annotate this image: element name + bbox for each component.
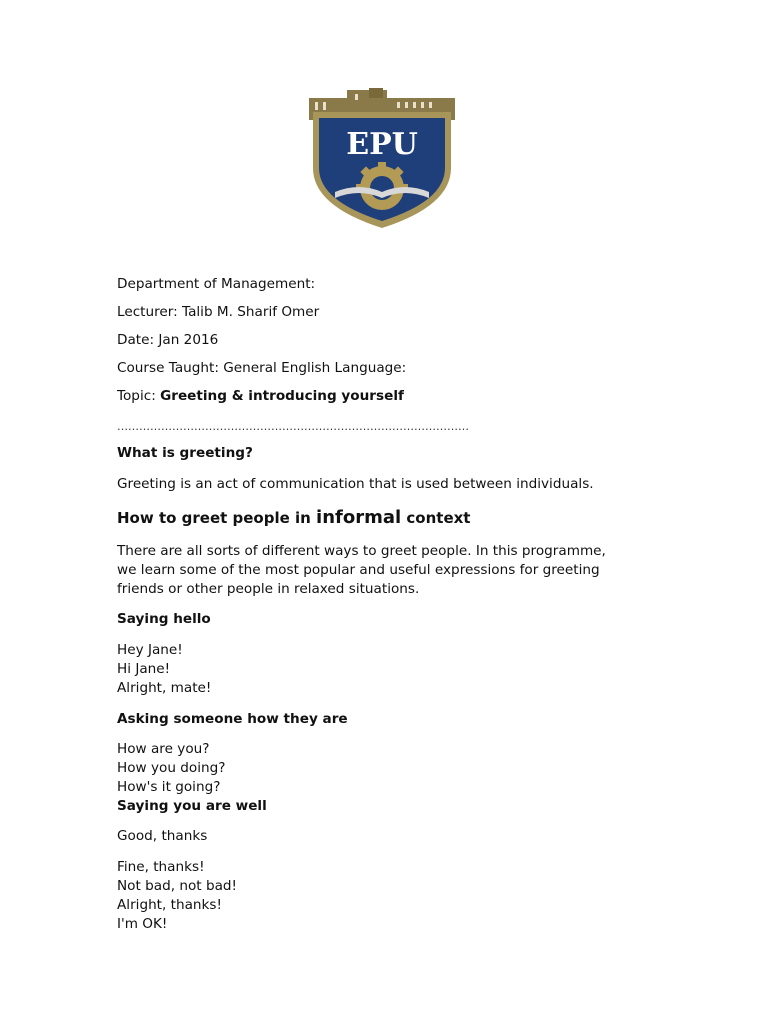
heading-post: context — [401, 509, 471, 527]
informal-context-heading — [117, 507, 470, 528]
greeting-definition: Greeting is an act of communication that is used between individuals. — [117, 476, 594, 492]
date-line: Date: Jan 2016 — [117, 332, 219, 348]
what-is-greeting-heading: What is greeting? — [117, 445, 253, 461]
list-item: Alright, mate! — [117, 680, 212, 696]
list-item: Good, thanks — [117, 828, 208, 844]
list-item: Hi Jane! — [117, 661, 171, 677]
heading-pre: How to greet people in — [117, 509, 317, 527]
list-item: Hey Jane! — [117, 642, 183, 658]
list-item: Alright, thanks! — [117, 897, 222, 913]
list-item: How's it going? — [117, 779, 221, 795]
epu-logo — [307, 88, 457, 230]
saying-hello-heading: Saying hello — [117, 611, 211, 627]
asking-how-heading: Asking someone how they are — [117, 711, 348, 727]
topic-label: Topic: — [117, 388, 161, 404]
topic-value: Greeting & introducing yourself — [160, 388, 404, 404]
paragraph-line: friends or other people in relaxed situations. — [117, 581, 420, 597]
heading-emph: informal — [316, 507, 402, 528]
separator: …………………………………………………………………………………… — [117, 420, 469, 433]
logo-text: EPU — [346, 127, 418, 162]
list-item: Fine, thanks! — [117, 859, 205, 875]
paragraph-line: we learn some of the most popular and useful expressions for greeting — [117, 562, 600, 578]
lecturer-line: Lecturer: Talib M. Sharif Omer — [117, 304, 320, 320]
paragraph-line: There are all sorts of different ways to greet people. In this programme, — [117, 543, 606, 559]
course-line: Course Taught: General English Language: — [117, 360, 407, 376]
department-line: Department of Management: — [117, 276, 316, 292]
saying-well-heading: Saying you are well — [117, 798, 267, 814]
list-item: Not bad, not bad! — [117, 878, 237, 894]
list-item: How are you? — [117, 741, 210, 757]
list-item: I'm OK! — [117, 916, 168, 932]
list-item: How you doing? — [117, 760, 226, 776]
topic-line — [117, 387, 404, 406]
